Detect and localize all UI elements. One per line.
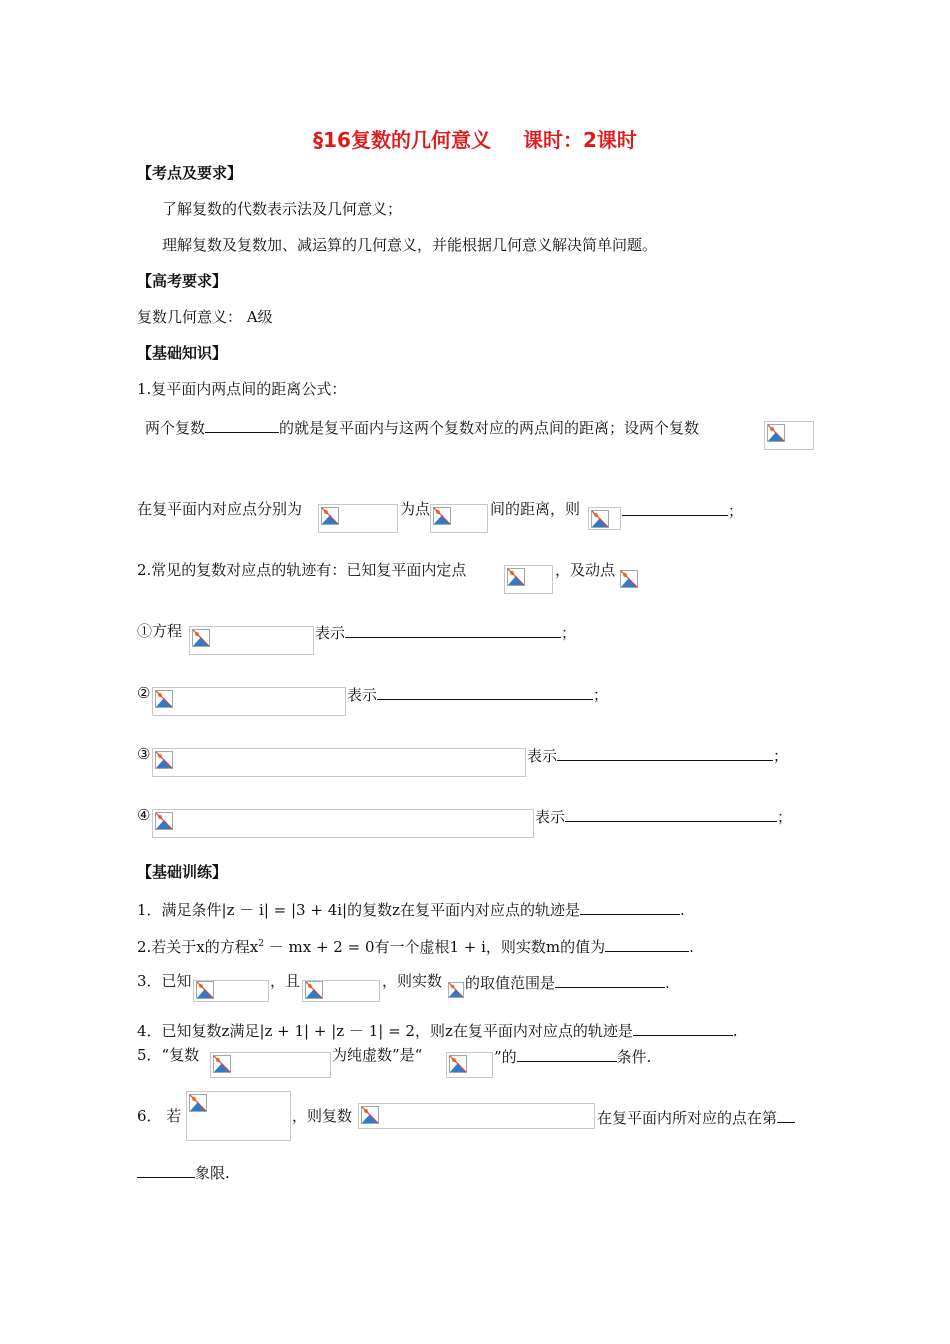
question-6-b: ，则复数 bbox=[292, 1107, 353, 1125]
section-kaodian: 【考点及要求】 bbox=[137, 164, 243, 182]
question-2: 2.若关于x的方程$x^2$ － mx + 2 = 0有一个虚根1 + i，则实数m的值为 . bbox=[137, 934, 694, 957]
formula-image bbox=[764, 421, 814, 450]
formula-image bbox=[430, 504, 488, 533]
formula-image bbox=[448, 980, 464, 1002]
question-6-a: 6． 若 bbox=[137, 1107, 182, 1125]
fill-blank[interactable] bbox=[555, 971, 665, 988]
broken-image-icon bbox=[433, 507, 451, 525]
question-5-c: ”的 条件. bbox=[494, 1045, 651, 1067]
broken-image-icon bbox=[591, 510, 609, 528]
eq-1-show: 表示 ； bbox=[315, 621, 576, 643]
question-6-d: 象限. bbox=[137, 1161, 230, 1183]
formula-image bbox=[152, 687, 346, 716]
question-6-c: 在复平面内所对应的点在第 bbox=[597, 1106, 795, 1128]
page-title bbox=[0, 124, 950, 153]
section-gaokao: 【高考要求】 bbox=[137, 272, 228, 290]
fill-blank[interactable] bbox=[205, 416, 279, 433]
kaodian-item-1: 了解复数的代数表示法及几何意义； bbox=[162, 200, 403, 218]
question-4: 4．已知复数z满足|z + 1| + |z － 1| = 2，则z在复平面内对应点的轨迹是 . bbox=[137, 1019, 738, 1041]
broken-image-icon bbox=[620, 570, 638, 588]
broken-image-icon bbox=[196, 981, 214, 999]
basic-p1a: 两个复数 的就是复平面内与这两个复数对应的两点间的距离；设两个复数 bbox=[145, 416, 699, 438]
question-3-b: ，且 bbox=[270, 972, 301, 990]
broken-image-icon bbox=[189, 1094, 207, 1112]
basic-p1b-mid: 为点 bbox=[400, 500, 431, 518]
formula-image bbox=[302, 980, 380, 1002]
eq-3-show: 表示 ； bbox=[527, 744, 788, 766]
kaodian-item-2: 理解复数及复数加、减运算的几何意义，并能根据几何意义解决简单问题。 bbox=[162, 236, 658, 254]
basic-p1b-end: ； bbox=[622, 499, 743, 521]
title-hours: 课时：2课时 bbox=[522, 128, 637, 152]
formula-image bbox=[152, 748, 526, 777]
broken-image-icon bbox=[155, 751, 173, 769]
basic-p1b: 在复平面内对应点分别为 bbox=[137, 500, 303, 518]
eq-4-label: ④ bbox=[137, 806, 151, 824]
broken-image-icon bbox=[361, 1106, 379, 1124]
formula-image bbox=[186, 1091, 291, 1141]
broken-image-icon bbox=[192, 629, 210, 647]
fill-blank[interactable] bbox=[557, 744, 773, 761]
eq-4-show: 表示 ； bbox=[535, 805, 792, 827]
question-1: 1．满足条件|z － i| = |3 + 4i|的复数z在复平面内对应点的轨迹是 . bbox=[137, 898, 685, 920]
question-5-a: 5．“复数 bbox=[137, 1046, 200, 1064]
eq-2-label: ② bbox=[137, 684, 151, 702]
eq-1-label: ①方程 bbox=[137, 622, 183, 640]
broken-image-icon bbox=[321, 507, 339, 525]
question-3-a: 3．已知 bbox=[137, 972, 192, 990]
section-jichu: 【基础知识】 bbox=[137, 344, 228, 362]
gaokao-text: 复数几何意义： A级 bbox=[137, 308, 273, 326]
fill-blank[interactable] bbox=[633, 1019, 733, 1036]
section-xunlian: 【基础训练】 bbox=[137, 863, 228, 881]
formula-image bbox=[189, 626, 314, 655]
broken-image-icon bbox=[305, 981, 323, 999]
title-main: §16复数的几何意义 bbox=[313, 128, 491, 152]
broken-image-icon bbox=[155, 812, 173, 830]
basic-p1b-mid2: 间的距离，则 bbox=[490, 500, 581, 518]
broken-image-icon bbox=[767, 424, 785, 442]
formula-image bbox=[193, 980, 269, 1002]
formula-image bbox=[358, 1103, 595, 1129]
formula-image bbox=[210, 1052, 331, 1078]
fill-blank[interactable] bbox=[137, 1161, 195, 1178]
eq-3-label: ③ bbox=[137, 745, 151, 763]
basic-p1: 1.复平面内两点间的距离公式： bbox=[137, 380, 347, 398]
fill-blank[interactable] bbox=[580, 898, 680, 915]
broken-image-icon bbox=[213, 1055, 231, 1073]
formula-image bbox=[504, 565, 553, 594]
question-3-c: ，则实数 bbox=[382, 972, 443, 990]
formula-image bbox=[152, 809, 534, 838]
broken-image-icon bbox=[449, 1055, 467, 1073]
formula-image bbox=[588, 507, 621, 530]
formula-image bbox=[446, 1052, 493, 1078]
fill-blank[interactable] bbox=[777, 1106, 795, 1123]
fill-blank[interactable] bbox=[622, 499, 728, 516]
fill-blank[interactable] bbox=[565, 805, 777, 822]
broken-image-icon bbox=[507, 568, 525, 586]
formula-image bbox=[620, 570, 638, 588]
formula-image bbox=[318, 504, 398, 533]
fill-blank[interactable] bbox=[605, 935, 689, 952]
basic-p2: 2.常见的复数对应点的轨迹有：已知复平面内定点 bbox=[137, 561, 467, 579]
question-3-d: 的取值范围是 . bbox=[465, 971, 670, 993]
fill-blank[interactable] bbox=[377, 683, 593, 700]
broken-image-icon bbox=[155, 690, 173, 708]
question-5-b: 为纯虚数”是“ bbox=[332, 1046, 423, 1064]
basic-p2-mid: ，及动点 bbox=[555, 561, 616, 579]
broken-image-icon bbox=[448, 982, 464, 998]
fill-blank[interactable] bbox=[517, 1045, 617, 1062]
eq-2-show: 表示 ； bbox=[347, 683, 608, 705]
fill-blank[interactable] bbox=[345, 621, 561, 638]
